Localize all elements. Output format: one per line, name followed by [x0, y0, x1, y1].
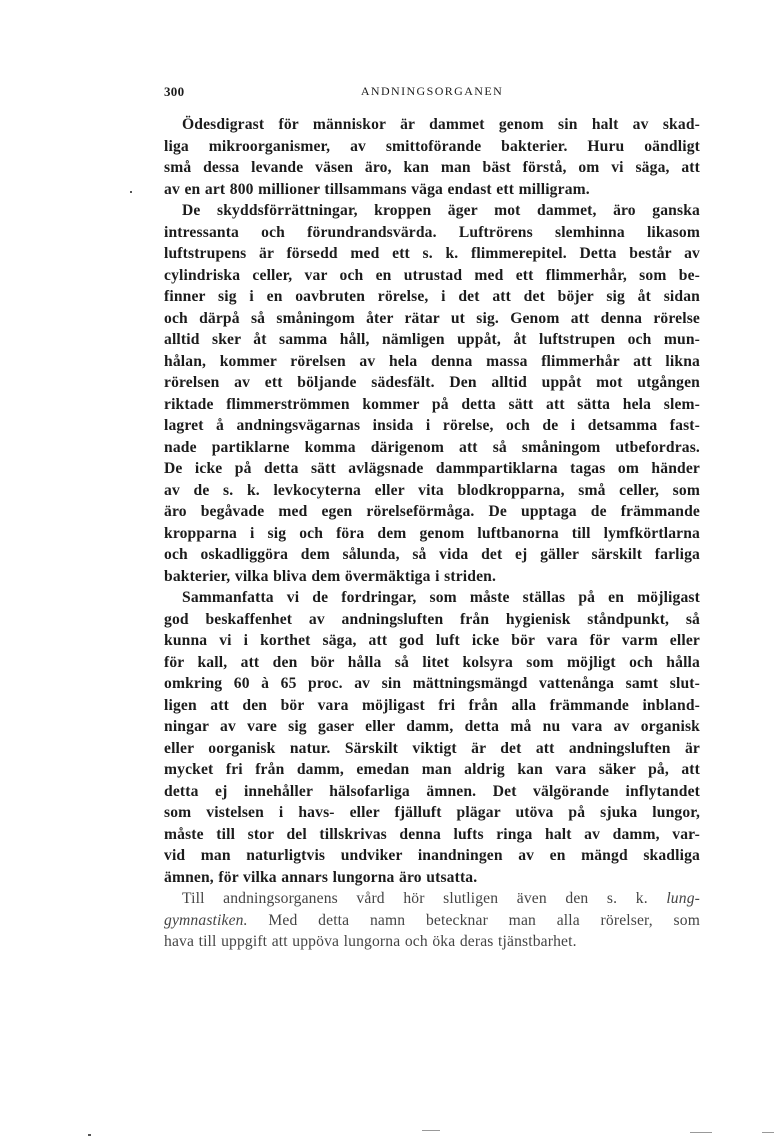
text-line: detta ej innehåller hälsofarliga ämnen. Det välgörande inflytandet — [164, 782, 700, 800]
text-line: alltid sker åt samma håll, nämligen uppåt, åt luftstrupen och mun- — [164, 331, 700, 348]
text-line: ligen att den bör vara möjligast fri från alla främmande inbland- — [164, 696, 700, 714]
scan-speck — [422, 1130, 440, 1131]
text-line: eller oorganisk natur. Särskilt viktigt är det att andningsluften är — [164, 739, 700, 757]
text-line: rörelsen av ett böljande sädesfält. Den alltid uppåt mot utgången — [164, 374, 700, 391]
text-line: hålan, kommer rörelsen av hela denna massa flimmerhår att likna — [164, 352, 700, 370]
text-line: nade partiklarne komma därigenom att så småningom utbefordras. — [164, 438, 700, 456]
text-line: bakterier, vilka bliva dem övermäktiga i striden. — [164, 567, 497, 585]
text-line: äro begåvade med egen rörelseförmåga. De upptaga de främmande — [164, 503, 700, 520]
italic-term: gymnastiken. — [164, 911, 248, 929]
text-span: Med detta namn betecknar man alla rörelser, som — [268, 911, 700, 929]
paragraph-2 — [164, 200, 700, 587]
text-line: vid man naturligtvis undviker inandningen av en mängd skadliga — [164, 847, 700, 864]
text-line — [164, 888, 700, 910]
text-line: cylindriska celler, var och en utrustad med ett flimmerhår, som be- — [164, 266, 700, 284]
italic-term: lung- — [666, 890, 700, 907]
text-line: De icke på detta sätt avlägsnade dammpartiklarna tagas om händer — [164, 460, 700, 477]
text-line: god beskaffenhet av andningsluften från hygienisk ståndpunkt, så — [164, 610, 700, 628]
text-line: och därpå så småningom åter rätar ut sig. Genom att denna rörelse — [164, 309, 700, 327]
text-line: intressanta och förundrandsvärda. Luftrörens slemhinna likasom — [164, 223, 700, 241]
text-line: ningar av vare sig gaser eller damm, detta må nu vara av organisk — [164, 718, 700, 735]
text-line: måste till stor del tillskrivas denna lufts ringa halt av damm, var- — [164, 825, 700, 843]
running-head: ANDNINGSORGANEN — [360, 84, 504, 98]
text-line: luftstrupens är försedd med ett s. k. flimmerepitel. Detta består av — [164, 245, 700, 262]
text-line: kropparna i sig och föra dem genom luftbanorna till lymfkörtlarna — [164, 524, 700, 542]
scan-speck — [762, 1132, 774, 1133]
text-line: av de s. k. levkocyterna eller vita blodkropparna, små celler, som — [164, 481, 700, 499]
scan-speck — [130, 191, 132, 193]
text-line: små dessa levande väsen äro, kan man bäst förstå, om vi säga, att — [164, 159, 700, 176]
paragraph-1 — [164, 114, 700, 200]
text-line: omkring 60 à 65 proc. av sin mättningsmängd vattenånga samt slut- — [164, 675, 700, 692]
text-span: Till andningsorganens vård hör slutligen även den s. k. — [182, 890, 648, 907]
paragraph-4 — [164, 888, 700, 953]
text-line: hava till uppgift att uppöva lungorna och öka deras tjänstbarhet. — [164, 933, 577, 950]
text-line: Ödesdigrast för människor är dammet genom sin halt av skad- — [182, 116, 700, 133]
text-line: ämnen, för vilka annars lungorna äro utsatta. — [164, 868, 478, 886]
text-line: liga mikroorganismer, av smittoförande bakterier. Huru oändligt — [164, 137, 700, 155]
text-line: De skyddsförrättningar, kroppen äger mot dammet, äro ganska — [182, 202, 700, 219]
text-line: kunna vi i korthet säga, att god luft icke bör vara för varm eller — [164, 632, 700, 649]
text-line: mycket fri från damm, emedan man aldrig kan vara säker på, att — [164, 761, 700, 778]
text-line: och oskadliggöra dem sålunda, så vida det ej gäller särskilt farliga — [164, 546, 700, 563]
text-line: av en art 800 millioner tillsammans väga endast ett milligram. — [164, 180, 590, 198]
page-number: 300 — [164, 84, 185, 99]
text-line: för kall, att den bör hålla så litet kolsyra som möjligt och hålla — [164, 653, 700, 671]
scan-speck — [88, 1134, 91, 1136]
text-line: finner sig i en oavbruten rörelse, i det att det böjer sig åt sidan — [164, 288, 700, 305]
text-line: som vistelsen i havs- eller fjälluft plägar utöva på sjuka lungor, — [164, 804, 700, 821]
text-line: Sammanfatta vi de fordringar, som måste ställas på en möjligast — [182, 589, 700, 606]
text-line: lagret å andningsvägarnas insida i rörelse, och de i detsamma fast- — [164, 417, 700, 434]
paragraph-3 — [164, 587, 700, 888]
body-text — [164, 114, 700, 953]
text-line — [164, 910, 700, 932]
scan-speck — [690, 1132, 712, 1133]
text-line: riktade flimmerströmmen kommer på detta sätt att sätta hela slem- — [164, 395, 700, 413]
page-header — [164, 84, 700, 106]
